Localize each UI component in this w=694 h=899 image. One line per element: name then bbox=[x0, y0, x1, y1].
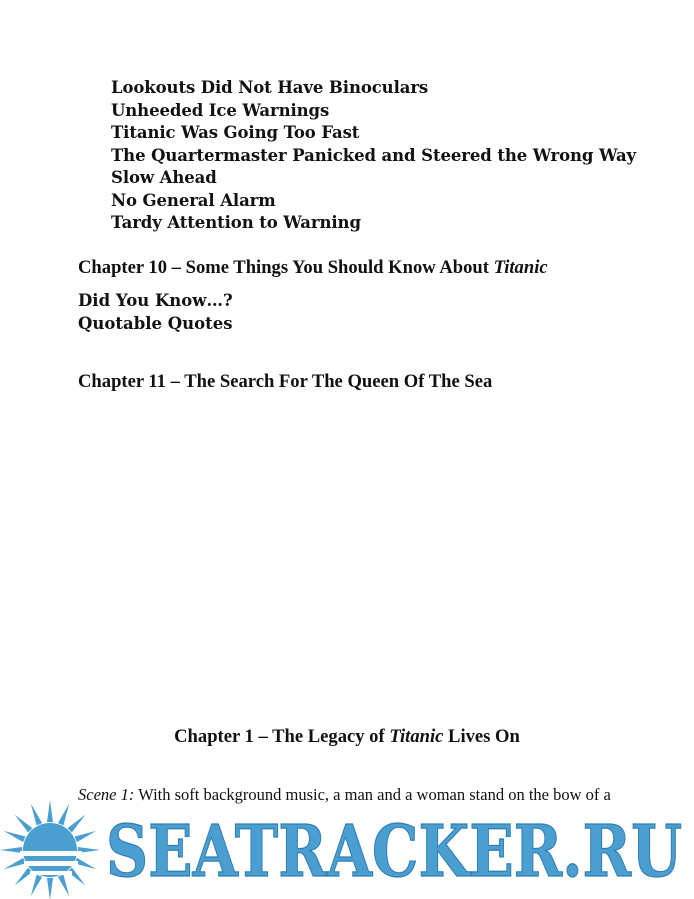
list-item: Unheeded Ice Warnings bbox=[111, 100, 330, 120]
chapter-1-title bbox=[0, 725, 694, 749]
chapter-1-title-suffix: Lives On bbox=[443, 726, 520, 747]
list-item: Titanic Was Going Too Fast bbox=[111, 123, 360, 142]
list-item: Did You Know…? bbox=[78, 291, 233, 310]
sun-ray bbox=[75, 831, 97, 842]
chapter-10-heading-text: Chapter 10 – Some Things You Should Know About bbox=[78, 257, 494, 278]
sun-ray bbox=[15, 815, 33, 833]
chapter-1-title-prefix: Chapter 1 – The Legacy of bbox=[174, 726, 390, 747]
chapter-9-subtopics bbox=[111, 77, 636, 235]
sun-ray bbox=[4, 858, 26, 869]
watermark-graphic bbox=[0, 790, 694, 899]
sun-ray bbox=[47, 878, 53, 899]
scene-text: With soft background music, a man and a woman stand on the bow of a bbox=[134, 785, 611, 804]
sun-ray bbox=[31, 875, 42, 897]
chapter-11-heading: Chapter 11 – The Search For The Queen Of The Sea bbox=[78, 371, 493, 392]
sun-icon bbox=[0, 800, 100, 899]
sun-ray bbox=[4, 831, 26, 842]
chapter-10-heading-italic: Titanic bbox=[493, 257, 548, 278]
sun-ray bbox=[31, 804, 42, 826]
scene-label: Scene 1: bbox=[78, 785, 135, 804]
sun-ray bbox=[68, 815, 86, 833]
list-item: Quotable Quotes bbox=[78, 313, 233, 333]
chapter-10-subtopics bbox=[78, 290, 233, 335]
sun-ray bbox=[58, 875, 69, 897]
sun-ray bbox=[58, 804, 69, 826]
sun-ray bbox=[47, 800, 53, 822]
list-item: Lookouts Did Not Have Binoculars bbox=[111, 78, 429, 97]
chapter-10-heading bbox=[78, 256, 548, 280]
watermark-text: SEATRACKER.RU bbox=[106, 809, 682, 893]
sun-ray bbox=[68, 868, 86, 886]
sun-ray bbox=[0, 847, 22, 853]
sun-ray bbox=[15, 868, 33, 886]
list-item: Slow Ahead bbox=[111, 168, 217, 187]
watermark bbox=[0, 790, 694, 899]
list-item: The Quartermaster Panicked and Steered the Wrong Way bbox=[111, 145, 637, 165]
list-item: Tardy Attention to Warning bbox=[111, 213, 361, 232]
list-item: No General Alarm bbox=[111, 190, 276, 210]
chapter-1-title-italic: Titanic bbox=[389, 726, 444, 747]
